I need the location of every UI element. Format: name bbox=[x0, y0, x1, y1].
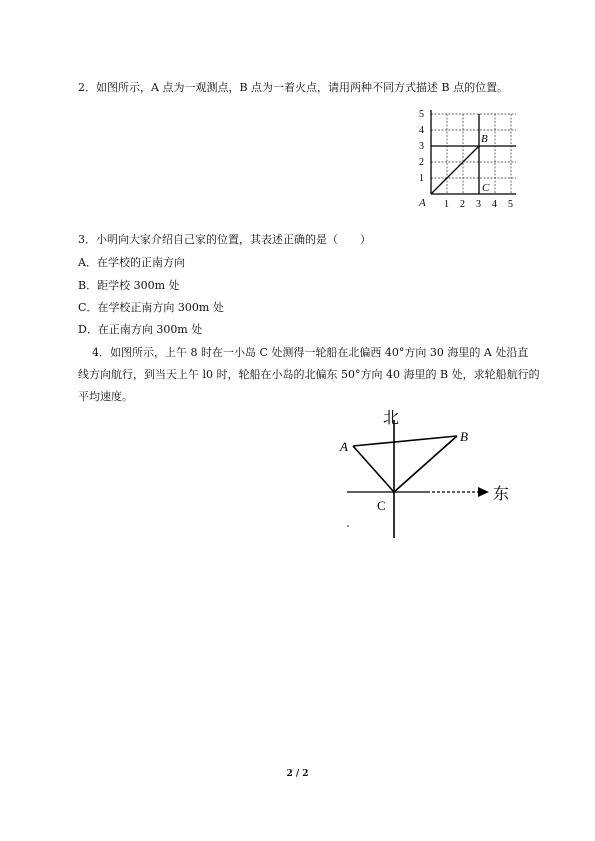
q4-text-line1: 4．如图所示，上午 8 时在一小岛 C 处测得一轮船在北偏西 40°方向 30 海里的 A 处沿直 bbox=[92, 346, 529, 359]
q3-option-b: B．距学校 300m 处 bbox=[78, 279, 180, 292]
q4-label-a: A bbox=[340, 439, 348, 454]
q2-text: 2．如图所示，A 点为一观测点，B 点为一着火点，请用两种不同方式描述 B 点的位置。 bbox=[78, 81, 509, 94]
q2-xtick-2: 2 bbox=[460, 199, 465, 210]
q4-segment-bc bbox=[394, 436, 457, 492]
q2-grid-figure bbox=[418, 106, 518, 211]
q4-east-arrowhead bbox=[478, 487, 489, 497]
q2-xtick-1: 1 bbox=[444, 199, 449, 210]
q4-label-c: C bbox=[377, 498, 386, 513]
q3-option-d: D．在正南方向 300m 处 bbox=[78, 323, 203, 336]
q4-stray-dot bbox=[347, 525, 349, 527]
q4-segment-ab bbox=[353, 436, 457, 446]
q4-segment-ac bbox=[353, 446, 394, 492]
page-number: 2 / 2 bbox=[286, 769, 309, 779]
q2-ytick-4: 4 bbox=[419, 125, 424, 136]
q2-segment-ab bbox=[431, 146, 479, 194]
q4-east-label: 东 bbox=[493, 486, 510, 503]
q3-option-a: A．在学校的正南方向 bbox=[78, 256, 185, 269]
q2-ytick-5: 5 bbox=[419, 109, 424, 120]
q4-text-line2: 线方向航行，到当天上午 l0 时，轮船在小岛的北偏东 50°方向 40 海里的 B 处，求轮船航行的 bbox=[78, 368, 540, 381]
q2-label-c: C bbox=[482, 182, 490, 194]
q2-ytick-3: 3 bbox=[419, 141, 424, 152]
q2-ytick-2: 2 bbox=[419, 157, 424, 168]
q2-label-b: B bbox=[481, 133, 488, 145]
q4-text-line3: 平均速度。 bbox=[78, 390, 133, 403]
q2-xtick-5: 5 bbox=[508, 199, 513, 210]
q4-direction-figure bbox=[337, 406, 517, 541]
q2-xtick-3: 3 bbox=[476, 199, 481, 210]
q2-ytick-1: 1 bbox=[419, 173, 424, 184]
q3-option-c: C．在学校正南方向 300m 处 bbox=[78, 301, 224, 314]
q2-label-a: A bbox=[419, 197, 426, 209]
q2-xtick-4: 4 bbox=[492, 199, 497, 210]
q4-north-label: 北 bbox=[383, 410, 400, 427]
q3-text: 3．小明向大家介绍自己家的位置，其表述正确的是（ ） bbox=[78, 233, 371, 246]
q4-label-b: B bbox=[460, 429, 468, 444]
